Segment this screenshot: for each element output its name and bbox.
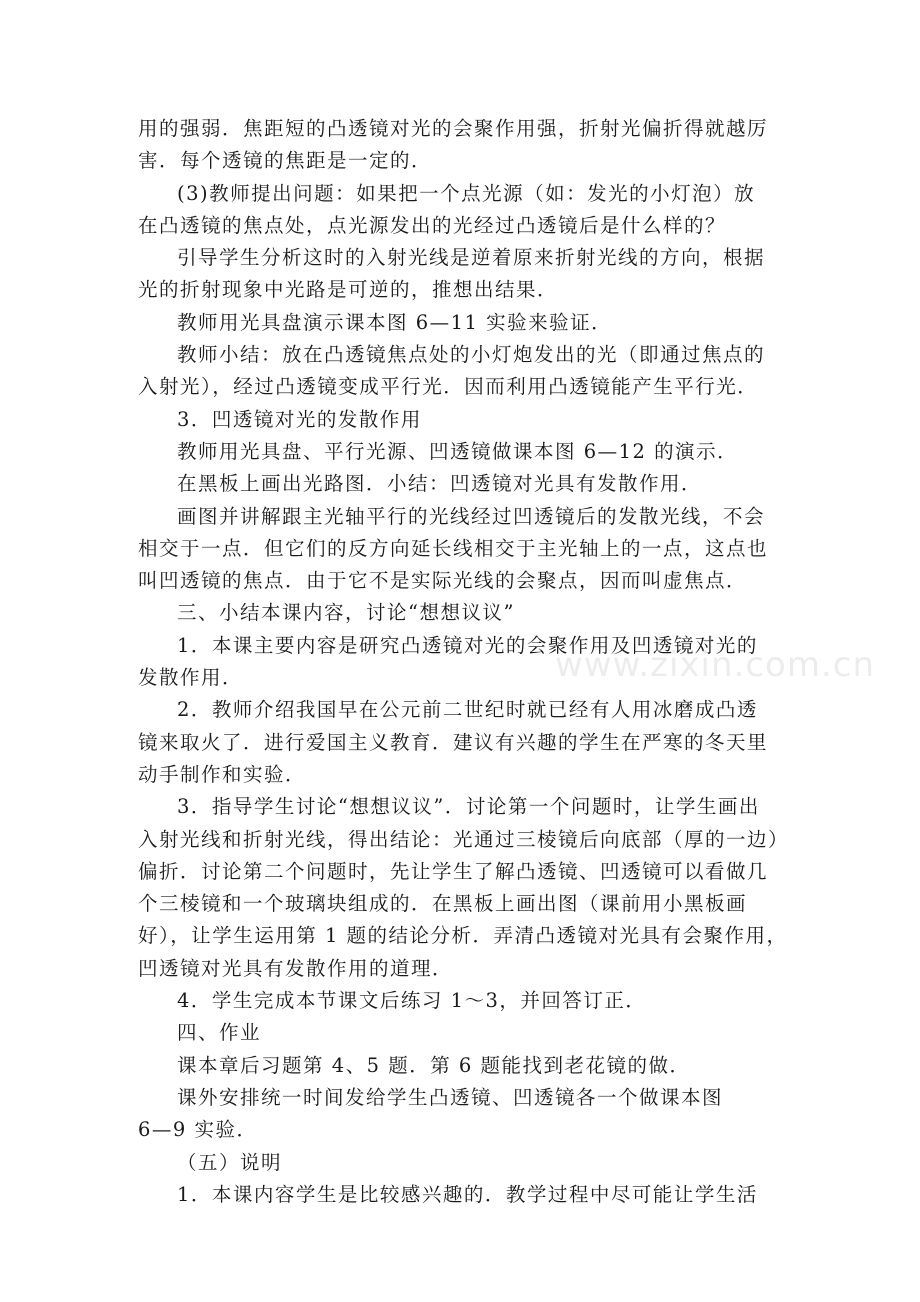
watermark-text: www.zixin.com.cn: [555, 645, 875, 685]
paragraph-p9: [138, 501, 788, 598]
paragraph-p7: [138, 436, 788, 468]
text-line: 4．学生完成本节课文后练习 1～3，并回答订正．: [177, 989, 647, 1013]
paragraph-p19: [138, 1179, 788, 1211]
text-line: (3)教师提出问题：如果把一个点光源（如：发光的小灯泡）放: [177, 181, 756, 205]
text-line: 入射光），经过凸透镜变成平行光．因而利用凸透镜能产生平行光．: [138, 375, 759, 399]
text-line: 画图并讲解跟主光轴平行的光线经过凹透镜后的发散光线，不会: [177, 504, 766, 528]
text-line: 光的折射现象中光路是可逆的，推想出结果．: [138, 278, 559, 302]
text-line: 2．教师介绍我国早在公元前二世纪时就已经有人用冰磨成凸透: [177, 698, 758, 722]
paragraph-p4: [138, 307, 788, 339]
text-line: 教师用光具盘演示课本图 6—11 实验来验证．: [177, 310, 613, 334]
paragraph-p15: [138, 1017, 788, 1049]
text-line: 三、小结本课内容，讨论“想想议议”: [177, 601, 515, 625]
paragraph-p12: [138, 694, 788, 791]
text-line: 1．本课主要内容是研究凸透镜对光的会聚作用及凹透镜对光的: [177, 633, 758, 657]
text-line: 教师用光具盘、平行光源、凹透镜做课本图 6—12 的演示．: [177, 439, 739, 463]
paragraph-p17: [138, 1082, 788, 1147]
text-line: （五）说明: [177, 1150, 283, 1174]
paragraph-p14: [138, 985, 788, 1017]
text-line: 入射光线和折射光线，得出结论：光通过三棱镜后向底部（厚的一边）: [138, 827, 790, 851]
text-line: 6—9 实验．: [138, 1118, 258, 1142]
paragraph-p13: [138, 791, 788, 985]
text-line: 在凸透镜的焦点处，点光源发出的光经过凸透镜后是什么样的？: [138, 213, 727, 237]
text-line: 凹透镜对光具有发散作用的道理．: [138, 956, 454, 980]
text-line: 偏折．讨论第二个问题时，先让学生了解凸透镜、凹透镜可以看做几: [138, 859, 769, 883]
text-line: 3．凹透镜对光的发散作用: [177, 407, 422, 431]
paragraph-p11: [138, 630, 788, 695]
text-line: 发散作用．: [138, 666, 244, 690]
text-line: 叫凹透镜的焦点．由于它不是实际光线的会聚点，因而叫虚焦点．: [138, 569, 748, 593]
text-line: 课本章后习题第 4、5 题．第 6 题能找到老花镜的做．: [177, 1053, 691, 1077]
text-line: 相交于一点．但它们的反方向延长线相交于主光轴上的一点，这点也: [138, 536, 769, 560]
paragraph-p1: [138, 113, 788, 178]
text-line: 教师小结：放在凸透镜焦点处的小灯炮发出的光（即通过焦点的: [177, 343, 766, 367]
text-line: 镜来取火了．进行爱国主义教育．建议有兴趣的学生在严寒的冬天里: [138, 730, 769, 754]
text-line: 课外安排统一时间发给学生凸透镜、凹透镜各一个做课本图: [177, 1085, 724, 1109]
text-line: 在黑板上画出光路图．小结：凹透镜对光具有发散作用．: [177, 472, 703, 496]
paragraph-p16: [138, 1050, 788, 1082]
document-body: [138, 113, 788, 1211]
paragraph-p18: [138, 1147, 788, 1179]
text-line: 害．每个透镜的焦距是一定的．: [138, 149, 433, 173]
paragraph-p3: [138, 242, 788, 307]
text-line: 个三棱镜和一个玻璃块组成的．在黑板上画出图（课前用小黑板画: [138, 892, 748, 916]
text-line: 动手制作和实验．: [138, 762, 307, 786]
paragraph-p2: [138, 178, 788, 243]
text-line: 好），让学生运用第 1 题的结论分析．弄清凸透镜对光具有会聚作用，: [138, 924, 788, 948]
text-line: 1．本课内容学生是比较感兴趣的．教学过程中尽可能让学生活: [177, 1182, 758, 1206]
text-line: 引导学生分析这时的入射光线是逆着原来折射光线的方向，根据: [177, 246, 766, 270]
paragraph-p6: [138, 404, 788, 436]
text-line: 用的强弱．焦距短的凸透镜对光的会聚作用强，折射光偏折得就越厉: [138, 117, 769, 140]
text-line: 3．指导学生讨论“想想议议”．讨论第一个问题时，让学生画出: [177, 795, 760, 819]
paragraph-p8: [138, 468, 788, 500]
paragraph-p10: [138, 597, 788, 629]
paragraph-p5: [138, 339, 788, 404]
text-line: 四、作业: [177, 1021, 262, 1045]
